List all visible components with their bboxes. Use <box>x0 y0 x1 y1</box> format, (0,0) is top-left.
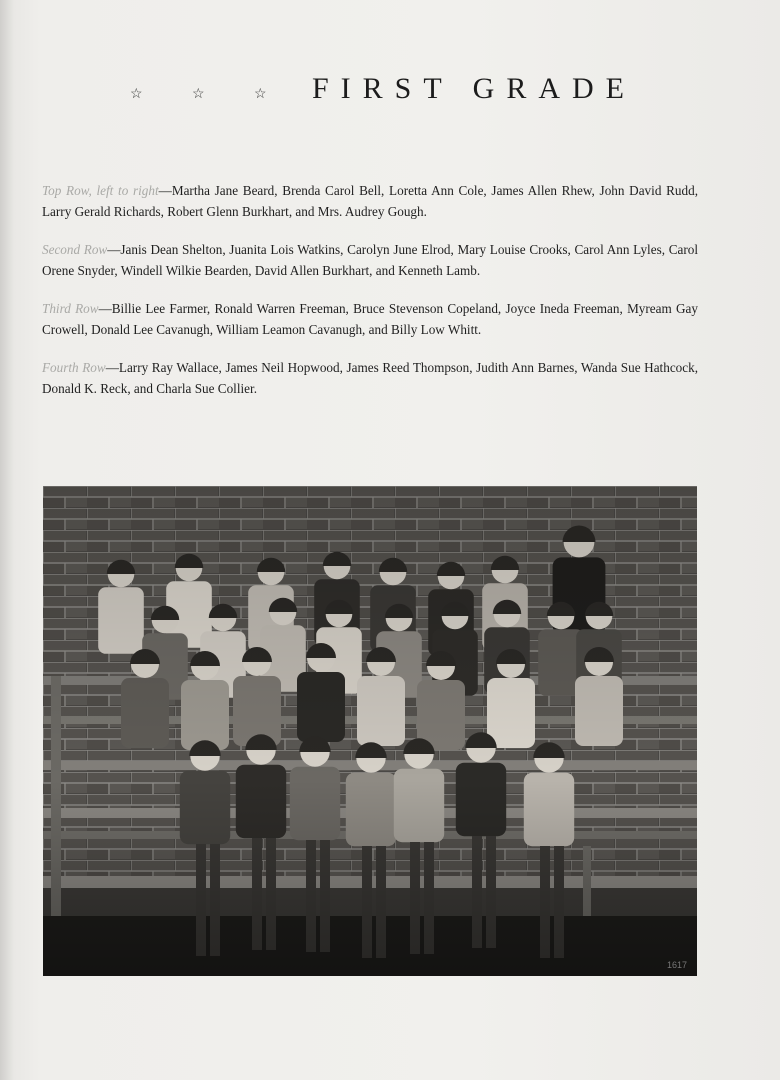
row-label: Fourth Row <box>42 360 106 375</box>
page-title: FIRST GRADE <box>312 72 636 105</box>
star-icon: ☆ <box>254 87 267 102</box>
row-names: —Martha Jane Beard, Brenda Carol Bell, Loretta Ann Cole, James Allen Rhew, John David Rudd, Larry Gerald Richards, Robert Glenn Burkhart, and Mrs. Audrey Gough. <box>42 183 698 219</box>
photo-credit: 1617 <box>666 960 687 970</box>
row-label: Third Row <box>42 301 99 316</box>
class-photo <box>43 486 697 976</box>
star-ornaments <box>130 86 316 103</box>
star-icon: ☆ <box>130 87 143 102</box>
row-label: Second Row <box>42 242 108 257</box>
fourth-row-caption <box>42 357 698 399</box>
row-label: Top Row, left to right <box>42 183 159 198</box>
page-header <box>0 70 780 110</box>
second-row-caption <box>42 239 698 281</box>
class-photo-illustration <box>43 486 697 976</box>
star-icon: ☆ <box>192 87 205 102</box>
row-names: —Janis Dean Shelton, Juanita Lois Watkins, Carolyn June Elrod, Mary Louise Crooks, Carol Ann Lyles, Carol Orene Snyder, Windell Wilkie Bearden, David Allen Burkhart, and Kenneth Lamb. <box>42 242 698 278</box>
row-names: —Larry Ray Wallace, James Neil Hopwood, James Reed Thompson, Judith Ann Barnes, Wanda Sue Hathcock, Donald K. Reck, and Charla Sue Collier. <box>42 360 699 396</box>
third-row-caption <box>42 298 698 340</box>
top-row-caption <box>42 180 698 222</box>
row-names: —Billie Lee Farmer, Ronald Warren Freeman, Bruce Stevenson Copeland, Joyce Ineda Freeman, Myream Gay Crowell, Donald Lee Cavanugh, William Leamon Cavanugh, and Billy Low Whitt. <box>42 301 699 337</box>
row-captions <box>42 180 698 416</box>
